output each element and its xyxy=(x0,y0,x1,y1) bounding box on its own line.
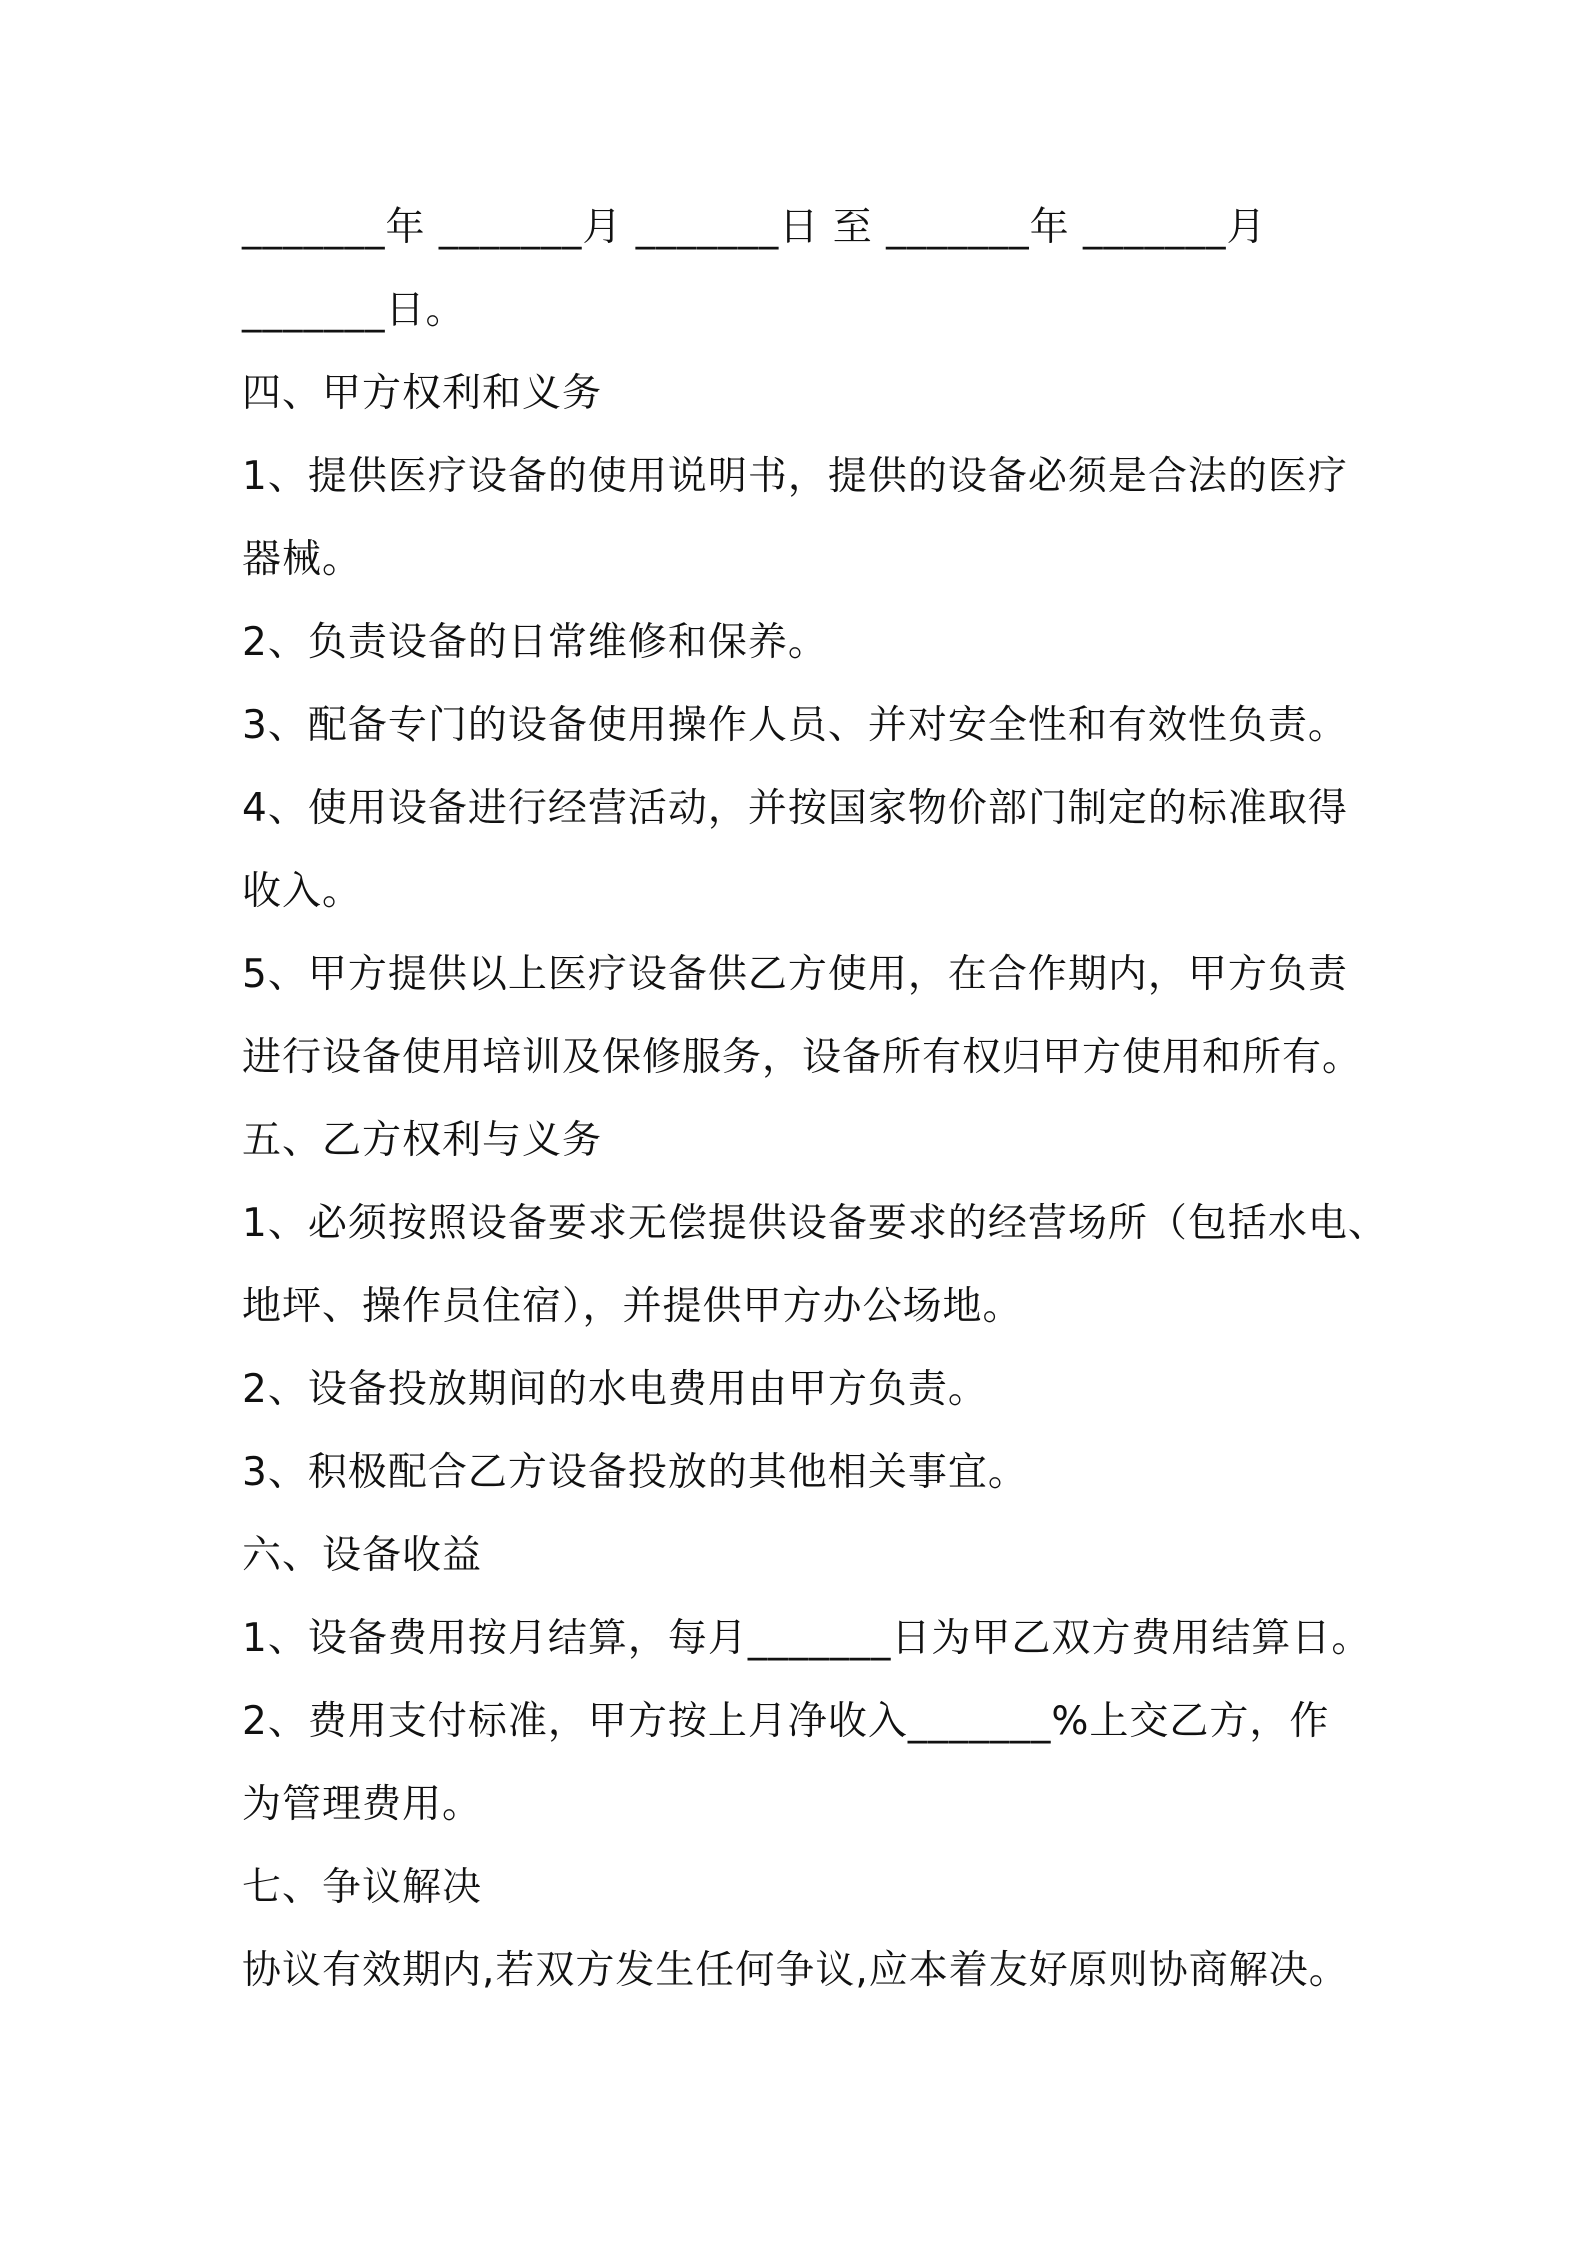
clause-a5-line1: 5、甲方提供以上医疗设备供乙方使用，在合作期内，甲方负责 xyxy=(242,952,1348,997)
contract-period-end-line: _______日。 xyxy=(242,288,466,333)
clause-a2: 2、负责设备的日常维修和保养。 xyxy=(242,620,828,665)
clause-a1-line1: 1、提供医疗设备的使用说明书，提供的设备必须是合法的医疗 xyxy=(242,454,1348,499)
clause-c2-line2: 为管理费用。 xyxy=(242,1782,483,1827)
dispute-clause: 协议有效期内,若双方发生任何争议,应本着友好原则协商解决。 xyxy=(242,1948,1349,1993)
contract-period-line: _______年 _______月 _______日 至 _______年 _______月 xyxy=(242,205,1267,250)
clause-b1-line1: 1、必须按照设备要求无偿提供设备要求的经营场所（包括水电、 xyxy=(242,1201,1388,1246)
section-heading-revenue: 六、设备收益 xyxy=(242,1533,483,1578)
clause-c2-line1: 2、费用支付标准，甲方按上月净收入_______%上交乙方，作 xyxy=(242,1699,1330,1744)
section-heading-party-a: 四、甲方权利和义务 xyxy=(242,371,603,416)
clause-a4-line1: 4、使用设备进行经营活动，并按国家物价部门制定的标准取得 xyxy=(242,786,1348,831)
clause-a1-line2: 器械。 xyxy=(242,537,363,582)
clause-c1: 1、设备费用按月结算，每月_______日为甲乙双方费用结算日。 xyxy=(242,1616,1372,1661)
clause-b2: 2、设备投放期间的水电费用由甲方负责。 xyxy=(242,1367,988,1412)
clause-b3: 3、积极配合乙方设备投放的其他相关事宜。 xyxy=(242,1450,1028,1495)
section-heading-dispute: 七、争议解决 xyxy=(242,1865,483,1910)
section-heading-party-b: 五、乙方权利与义务 xyxy=(242,1118,603,1163)
clause-a3: 3、配备专门的设备使用操作人员、并对安全性和有效性负责。 xyxy=(242,703,1348,748)
clause-b1-line2: 地坪、操作员住宿），并提供甲方办公场地。 xyxy=(242,1284,1023,1329)
clause-a4-line2: 收入。 xyxy=(242,869,363,914)
clause-a5-line2: 进行设备使用培训及保修服务，设备所有权归甲方使用和所有。 xyxy=(242,1035,1363,1080)
